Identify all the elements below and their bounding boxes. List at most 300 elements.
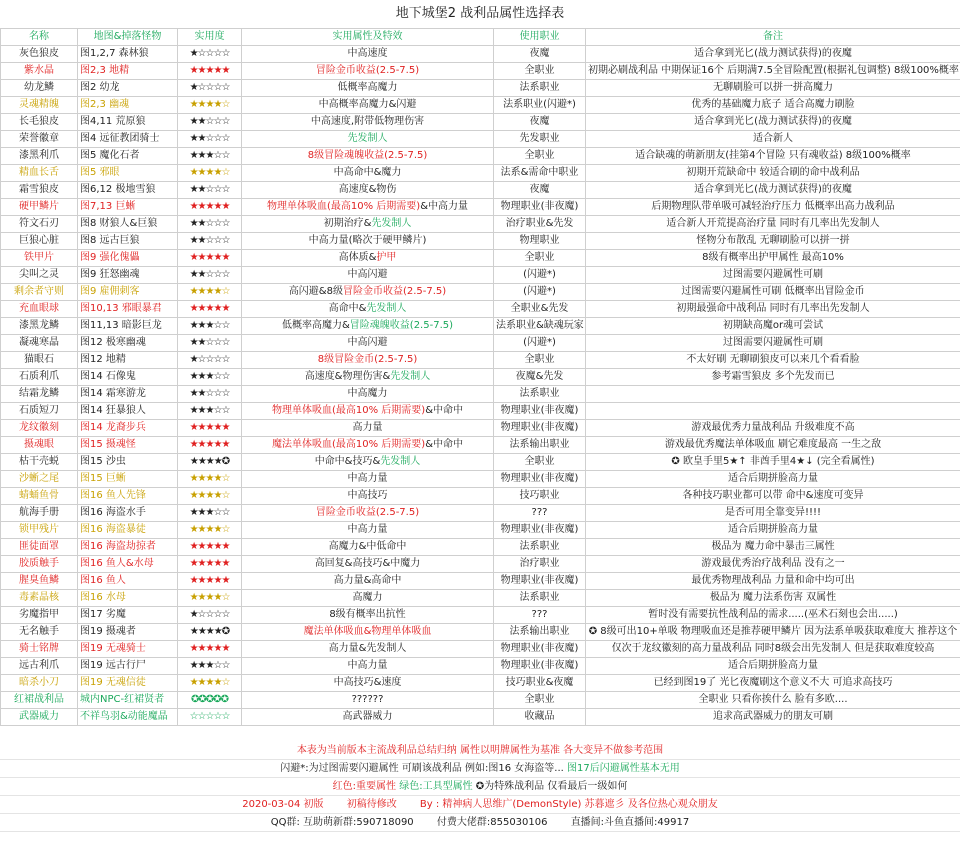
attribute-segment: 中高力量 [347, 660, 388, 671]
item-map: 图2 幼龙 [78, 80, 178, 97]
item-rating: ☆☆☆☆☆ [178, 709, 242, 726]
item-rating: ★★★★☆ [178, 590, 242, 607]
item-name: 毒素晶核 [1, 590, 78, 607]
item-map: 图19 无魂信徒 [78, 675, 178, 692]
item-note: 是否可用全靠变异!!!! [586, 505, 960, 522]
item-attributes [242, 114, 494, 131]
item-rating: ★★★★★ [178, 437, 242, 454]
item-map: 图16 鱼人 [78, 573, 178, 590]
attribute-segment: 高力量&高命中 [333, 575, 402, 586]
item-note: 追求高武器威力的朋友可刷 [586, 709, 960, 726]
table-row [1, 335, 960, 352]
item-note: 过图需要闪避属性可刷 [586, 335, 960, 352]
item-note: 极品为 魔力命中暴击三属性 [586, 539, 960, 556]
item-attributes [242, 46, 494, 63]
item-name: 长毛狼皮 [1, 114, 78, 131]
item-note: 暂时没有需要抗性战利品的需求.....(巫术石刻也会出.....) [586, 607, 960, 624]
item-map: 不祥鸟羽&动能魔晶 [78, 709, 178, 726]
header-notes: 备注 [586, 29, 960, 46]
table-row [1, 658, 960, 675]
item-attributes [242, 437, 494, 454]
attribute-segment: 护甲 [376, 252, 397, 263]
item-rating: ★★★★☆ [178, 522, 242, 539]
item-attributes [242, 63, 494, 80]
item-map: 图2,3 地精 [78, 63, 178, 80]
footer-date: 2020-03-04 初版 [242, 799, 324, 810]
item-name: 骑士铭牌 [1, 641, 78, 658]
item-attributes [242, 199, 494, 216]
table-row [1, 505, 960, 522]
attribute-segment: 高魔力 [352, 592, 383, 603]
footer-draft: 初稿待修改 [346, 799, 397, 810]
item-rating: ★★★☆☆ [178, 505, 242, 522]
attribute-segment: &中命中 [425, 405, 464, 416]
item-job: 先发职业 [494, 131, 586, 148]
item-note: 适合后期拼脸高力量 [586, 658, 960, 675]
item-note: 怪物分布散乱 无聊刷脸可以拼一拼 [586, 233, 960, 250]
item-name: 远古利爪 [1, 658, 78, 675]
footer-legend [0, 778, 960, 796]
attribute-segment: 8级冒险金币(2.5-7.5) [317, 354, 418, 365]
item-name: 精血长舌 [1, 165, 78, 182]
item-rating: ★☆☆☆☆ [178, 46, 242, 63]
item-name: 暗杀小刀 [1, 675, 78, 692]
item-job: (闪避*) [494, 335, 586, 352]
item-attributes [242, 335, 494, 352]
footer-paid-group: 付费大佬群:855030106 [436, 817, 548, 828]
item-attributes [242, 369, 494, 386]
item-job: 夜魔 [494, 114, 586, 131]
item-note [586, 403, 960, 420]
attribute-segment: 高闪避&8级 [288, 286, 343, 297]
item-attributes [242, 386, 494, 403]
table-row [1, 182, 960, 199]
table-row [1, 522, 960, 539]
table-row [1, 675, 960, 692]
item-attributes [242, 607, 494, 624]
table-row [1, 284, 960, 301]
legend-red: 红色:重要属性 [332, 781, 397, 792]
item-job: ??? [494, 505, 586, 522]
item-attributes [242, 505, 494, 522]
item-attributes [242, 352, 494, 369]
item-name: 幼龙鳞 [1, 80, 78, 97]
item-name: 灵魂精魄 [1, 97, 78, 114]
item-rating: ★☆☆☆☆ [178, 607, 242, 624]
item-note: 游戏最优秀力量战利品 升级难度不高 [586, 420, 960, 437]
table-row [1, 437, 960, 454]
attribute-segment: 8级冒险魂魄收益(2.5-7.5) [307, 150, 428, 161]
item-map: 图14 狂暴狼人 [78, 403, 178, 420]
item-rating: ★★★★☆ [178, 675, 242, 692]
item-note: 无聊刷脸可以拼一拼高魔力 [586, 80, 960, 97]
item-job: 物理职业(非夜魔) [494, 573, 586, 590]
item-rating: ★★★★★ [178, 556, 242, 573]
header-name: 名称 [1, 29, 78, 46]
footer-dodge-note [0, 760, 960, 778]
item-name: 荣誉徽章 [1, 131, 78, 148]
item-note [586, 386, 960, 403]
item-name: 巨狼心脏 [1, 233, 78, 250]
attribute-segment: 先发制人 [347, 133, 388, 144]
item-name: 剩余者守则 [1, 284, 78, 301]
attribute-segment: 高武器威力 [342, 711, 393, 722]
item-map: 图4 远征教团骑士 [78, 131, 178, 148]
item-rating: ★★★★☆ [178, 97, 242, 114]
item-rating: ★★☆☆☆ [178, 267, 242, 284]
footer-dodge-text: 闪避*:为过图需要闪避属性 可刷该战利品 例如:图16 女海盗等... [280, 763, 567, 774]
item-rating: ★☆☆☆☆ [178, 352, 242, 369]
attribute-segment: 高速度&物理伤害& [304, 371, 391, 382]
item-map: 图14 龙裔步兵 [78, 420, 178, 437]
item-name: 凝魂寒晶 [1, 335, 78, 352]
attribute-segment: 高回复&高技巧&中魔力 [314, 558, 421, 569]
item-attributes [242, 318, 494, 335]
item-rating: ★★☆☆☆ [178, 114, 242, 131]
table-row [1, 97, 960, 114]
attribute-segment: 中高力量(略次于硬甲鳞片) [308, 235, 427, 246]
item-attributes [242, 148, 494, 165]
item-note: 后期物理队带单吸可减轻治疗压力 低概率出高力战利品 [586, 199, 960, 216]
item-rating: ★★★★★ [178, 63, 242, 80]
attribute-segment: 魔法单体吸血(最高10% 后期需要) [271, 439, 426, 450]
item-map: 城内NPC-红裙贤者 [78, 692, 178, 709]
table-row [1, 267, 960, 284]
item-rating: ★★★★★ [178, 573, 242, 590]
item-map: 图16 海盗劫掠者 [78, 539, 178, 556]
item-note: ✪ 欧皇手里5★↑ 非酋手里4★↓ (完全看属性) [586, 454, 960, 471]
attribute-segment: 物理单体吸血(最高10% 后期需要) [266, 201, 421, 212]
item-map: 图6,12 极地雪狼 [78, 182, 178, 199]
item-name: 龙纹徽刻 [1, 420, 78, 437]
attribute-segment: 先发制人 [390, 371, 431, 382]
item-rating: ★★★★✪ [178, 624, 242, 641]
item-job: 法系职业 [494, 80, 586, 97]
item-note: 初期开荒缺命中 较适合刷的命中战利品 [586, 165, 960, 182]
item-name: 石质短刀 [1, 403, 78, 420]
item-attributes [242, 539, 494, 556]
item-name: 结霜龙鳞 [1, 386, 78, 403]
item-note: ✪ 8级可出10+单吸 物理吸血还是推荐硬甲鳞片 因为法系单吸获取难度大 推荐这个 [586, 624, 960, 641]
attribute-segment: 高速度&物伤 [338, 184, 397, 195]
item-name: 枯干壳蜕 [1, 454, 78, 471]
attribute-segment: &中命中 [425, 439, 464, 450]
table-row [1, 692, 960, 709]
item-attributes [242, 420, 494, 437]
item-job: 法系输出职业 [494, 437, 586, 454]
item-attributes [242, 131, 494, 148]
item-note: 适合拿到光匕(战力测试获得)的夜魔 [586, 114, 960, 131]
item-map: 图16 海盗水手 [78, 505, 178, 522]
item-job: 法系职业 [494, 539, 586, 556]
item-rating: ★★☆☆☆ [178, 233, 242, 250]
item-map: 图14 霜寒游龙 [78, 386, 178, 403]
table-row [1, 80, 960, 97]
item-map: 图2,3 幽魂 [78, 97, 178, 114]
item-note: 适合后期拼脸高力量 [586, 522, 960, 539]
item-job: 物理职业(非夜魔) [494, 658, 586, 675]
footer-qq: QQ群: 互助萌新群:590718090 [270, 817, 414, 828]
attribute-segment: 中命中&技巧& [314, 456, 381, 467]
attribute-segment: 先发制人 [371, 218, 412, 229]
item-rating: ★★★★★ [178, 641, 242, 658]
item-map: 图8 财狼人&巨狼 [78, 216, 178, 233]
item-rating: ★★★★★ [178, 539, 242, 556]
item-name: 武器威力 [1, 709, 78, 726]
table-row [1, 556, 960, 573]
item-name: 漆黑利爪 [1, 148, 78, 165]
item-map: 图17 劣魔 [78, 607, 178, 624]
item-map: 图15 摄魂怪 [78, 437, 178, 454]
item-note: 适合拿到光匕(战力测试获得)的夜魔 [586, 46, 960, 63]
item-note: 适合缺魂的萌新朋友(挂第4个冒险 只有魂收益) 8级100%概率 [586, 148, 960, 165]
item-map: 图9 雇佣刺客 [78, 284, 178, 301]
item-rating: ★★☆☆☆ [178, 216, 242, 233]
attribute-segment: ?????? [351, 694, 384, 705]
item-job: 物理职业(非夜魔) [494, 199, 586, 216]
item-note: 仅次于龙纹徽刻的高力量战利品 同时8级会出先发制人 但是获取难度较高 [586, 641, 960, 658]
table-row [1, 607, 960, 624]
attribute-segment: 高命中& [328, 303, 367, 314]
legend-special: ✪为特殊战利品 仅看最后一级如何 [475, 781, 628, 792]
item-note: 适合后期拼脸高力量 [586, 471, 960, 488]
item-job: 物理职业(非夜魔) [494, 403, 586, 420]
attribute-segment: 冒险金币收益(2.5-7.5) [342, 286, 447, 297]
table-row [1, 539, 960, 556]
attribute-segment: 冒险金币收益(2.5-7.5) [315, 507, 420, 518]
item-attributes [242, 216, 494, 233]
item-name: 劣魔指甲 [1, 607, 78, 624]
item-map: 图5 邪眼 [78, 165, 178, 182]
loot-table [0, 28, 960, 726]
item-job: 收藏品 [494, 709, 586, 726]
header-map: 地图&掉落怪物 [78, 29, 178, 46]
attribute-segment: 中高魔力 [347, 388, 388, 399]
table-row [1, 369, 960, 386]
item-rating: ★★★☆☆ [178, 369, 242, 386]
item-rating: ★★★★☆ [178, 471, 242, 488]
table-row [1, 148, 960, 165]
item-job: ??? [494, 607, 586, 624]
item-job: 法系职业(闪避*) [494, 97, 586, 114]
item-note: 全职业 只看你挨什么 脸有多欧.... [586, 692, 960, 709]
item-map: 图16 水母 [78, 590, 178, 607]
table-row [1, 114, 960, 131]
item-attributes [242, 488, 494, 505]
table-row [1, 454, 960, 471]
item-map: 图11,13 暗影巨龙 [78, 318, 178, 335]
item-attributes [242, 301, 494, 318]
item-map: 图19 摄魂者 [78, 624, 178, 641]
header-job: 使用职业 [494, 29, 586, 46]
item-job: 法系&需命中职业 [494, 165, 586, 182]
item-note: 过图需要闪避属性可刷 [586, 267, 960, 284]
item-note: 过图需要闪避属性可刷 低概率出冒险金币 [586, 284, 960, 301]
item-attributes [242, 97, 494, 114]
item-name: 尖叫之灵 [1, 267, 78, 284]
table-row [1, 199, 960, 216]
item-name: 无名触手 [1, 624, 78, 641]
table-row [1, 488, 960, 505]
table-row [1, 386, 960, 403]
item-note: 8级有概率出护甲属性 最高10% [586, 250, 960, 267]
footer-credits [0, 796, 960, 814]
item-job: 技巧职业 [494, 488, 586, 505]
attribute-segment: 冒险魂魄收益(2.5-7.5) [349, 320, 454, 331]
attribute-segment: 中高闪避 [347, 337, 388, 348]
table-row [1, 250, 960, 267]
table-header-row [1, 29, 960, 46]
attribute-segment: 物理单体吸血(最高10% 后期需要) [271, 405, 426, 416]
item-name: 霜雪狼皮 [1, 182, 78, 199]
item-job: 治疗职业 [494, 556, 586, 573]
attribute-segment: 中高力量 [347, 524, 388, 535]
item-name: 充血眼球 [1, 301, 78, 318]
item-attributes [242, 80, 494, 97]
attribute-segment: 中高概率高魔力&闪避 [318, 99, 417, 110]
item-map: 图14 石像鬼 [78, 369, 178, 386]
item-job: 技巧职业&夜魔 [494, 675, 586, 692]
table-row [1, 709, 960, 726]
attribute-segment: 魔法单体吸血&物理单体吸血 [303, 626, 432, 637]
attribute-segment: 中高力量 [347, 473, 388, 484]
attribute-segment: &中高力量 [420, 201, 469, 212]
item-rating: ★☆☆☆☆ [178, 80, 242, 97]
item-note: 最优秀物理战利品 力量和命中均可出 [586, 573, 960, 590]
table-row [1, 46, 960, 63]
table-row [1, 301, 960, 318]
attribute-segment: 初期治疗& [323, 218, 372, 229]
item-note: 极品为 魔力法系伤害 双属性 [586, 590, 960, 607]
table-row [1, 318, 960, 335]
table-row [1, 420, 960, 437]
item-name: 腥臭鱼鳞 [1, 573, 78, 590]
item-rating: ★★★☆☆ [178, 658, 242, 675]
item-attributes [242, 522, 494, 539]
item-attributes [242, 641, 494, 658]
attribute-segment: 低概率高魔力& [281, 320, 350, 331]
item-job: 全职业&先发 [494, 301, 586, 318]
footer [0, 742, 960, 832]
item-job: 法系职业 [494, 590, 586, 607]
item-job: 法系输出职业 [494, 624, 586, 641]
item-map: 图4,11 荒原狼 [78, 114, 178, 131]
item-note: 不太好刷 无聊刷狼皮可以来几个看看脸 [586, 352, 960, 369]
item-name: 硬甲鳞片 [1, 199, 78, 216]
item-map: 图15 沙虫 [78, 454, 178, 471]
item-note: 参考霜雪狼皮 多个先发而已 [586, 369, 960, 386]
item-map: 图5 魔化石者 [78, 148, 178, 165]
item-note: 初期必刷战利品 中期保证16个 后期满7.5全冒险配置(根据礼包调整) 8级100%概率 [586, 63, 960, 80]
attribute-segment: 冒险金币收益(2.5-7.5) [315, 65, 420, 76]
attribute-segment: 中高速度 [347, 48, 388, 59]
item-attributes [242, 403, 494, 420]
item-job: 全职业 [494, 63, 586, 80]
item-note: 游戏最优秀魔法单体吸血 刷它难度最高 一生之敌 [586, 437, 960, 454]
item-rating: ★★★☆☆ [178, 403, 242, 420]
item-name: 胶质触手 [1, 556, 78, 573]
item-rating: ★★★★★ [178, 250, 242, 267]
item-job: 全职业 [494, 454, 586, 471]
item-job: 物理职业(非夜魔) [494, 420, 586, 437]
table-row [1, 63, 960, 80]
item-attributes [242, 675, 494, 692]
item-map: 图16 鱼人&水母 [78, 556, 178, 573]
item-map: 图12 地精 [78, 352, 178, 369]
item-map: 图15 巨蜥 [78, 471, 178, 488]
item-rating: ★★★★★ [178, 199, 242, 216]
item-name: 摄魂眼 [1, 437, 78, 454]
item-map: 图19 无魂骑士 [78, 641, 178, 658]
item-map: 图16 海盗暴徒 [78, 522, 178, 539]
header-attributes: 实用属性及特效 [242, 29, 494, 46]
item-name: 灰色狼皮 [1, 46, 78, 63]
item-map: 图19 远古行尸 [78, 658, 178, 675]
item-job: 全职业 [494, 250, 586, 267]
item-note: 适合拿到光匕(战力测试获得)的夜魔 [586, 182, 960, 199]
item-job: 物理职业(非夜魔) [494, 641, 586, 658]
item-job: 法系职业&缺魂玩家 [494, 318, 586, 335]
item-note: 已经到图19了 光匕夜魔刷这个意义不大 可追求高技巧 [586, 675, 960, 692]
item-map: 图9 强化傀儡 [78, 250, 178, 267]
table-row [1, 641, 960, 658]
item-attributes [242, 233, 494, 250]
item-job: 夜魔 [494, 182, 586, 199]
item-name: 紫水晶 [1, 63, 78, 80]
item-map: 图16 鱼人先锋 [78, 488, 178, 505]
table-row [1, 131, 960, 148]
item-note: 各种技巧职业都可以带 命中&速度可变异 [586, 488, 960, 505]
attribute-segment: 中高速度,附带低物理伤害 [310, 116, 425, 127]
table-row [1, 573, 960, 590]
item-rating: ★★★★☆ [178, 488, 242, 505]
item-job: (闪避*) [494, 284, 586, 301]
item-rating: ★★★★★ [178, 420, 242, 437]
item-attributes [242, 267, 494, 284]
attribute-segment: 中高闪避 [347, 269, 388, 280]
item-attributes [242, 573, 494, 590]
item-map: 图10,13 邪眼暴君 [78, 301, 178, 318]
item-attributes [242, 556, 494, 573]
item-name: 符文石刃 [1, 216, 78, 233]
item-attributes [242, 182, 494, 199]
item-name: 航海手册 [1, 505, 78, 522]
attribute-segment: 高力量&先发制人 [328, 643, 407, 654]
attribute-segment: 中高命中&魔力 [333, 167, 402, 178]
item-rating: ★★☆☆☆ [178, 131, 242, 148]
header-rating: 实用度 [178, 29, 242, 46]
footer-stream: 直播间:斗鱼直播间:49917 [570, 817, 690, 828]
item-name: 猫眼石 [1, 352, 78, 369]
attribute-segment: 高力量 [352, 422, 383, 433]
item-job: 治疗职业&先发 [494, 216, 586, 233]
item-attributes [242, 471, 494, 488]
item-name: 沙蜥之尾 [1, 471, 78, 488]
item-rating: ★★★☆☆ [178, 148, 242, 165]
item-attributes [242, 284, 494, 301]
item-attributes [242, 590, 494, 607]
item-name: 铁甲片 [1, 250, 78, 267]
table-row [1, 590, 960, 607]
item-rating: ★★☆☆☆ [178, 182, 242, 199]
attribute-segment: 低概率高魔力 [337, 82, 398, 93]
item-map: 图1,2,7 森林狼 [78, 46, 178, 63]
item-name: 红裙战利品 [1, 692, 78, 709]
footer-contacts [0, 814, 960, 832]
item-job: 夜魔&先发 [494, 369, 586, 386]
item-rating: ★★★★★ [178, 301, 242, 318]
attribute-segment: 8级有概率出抗性 [329, 609, 406, 620]
